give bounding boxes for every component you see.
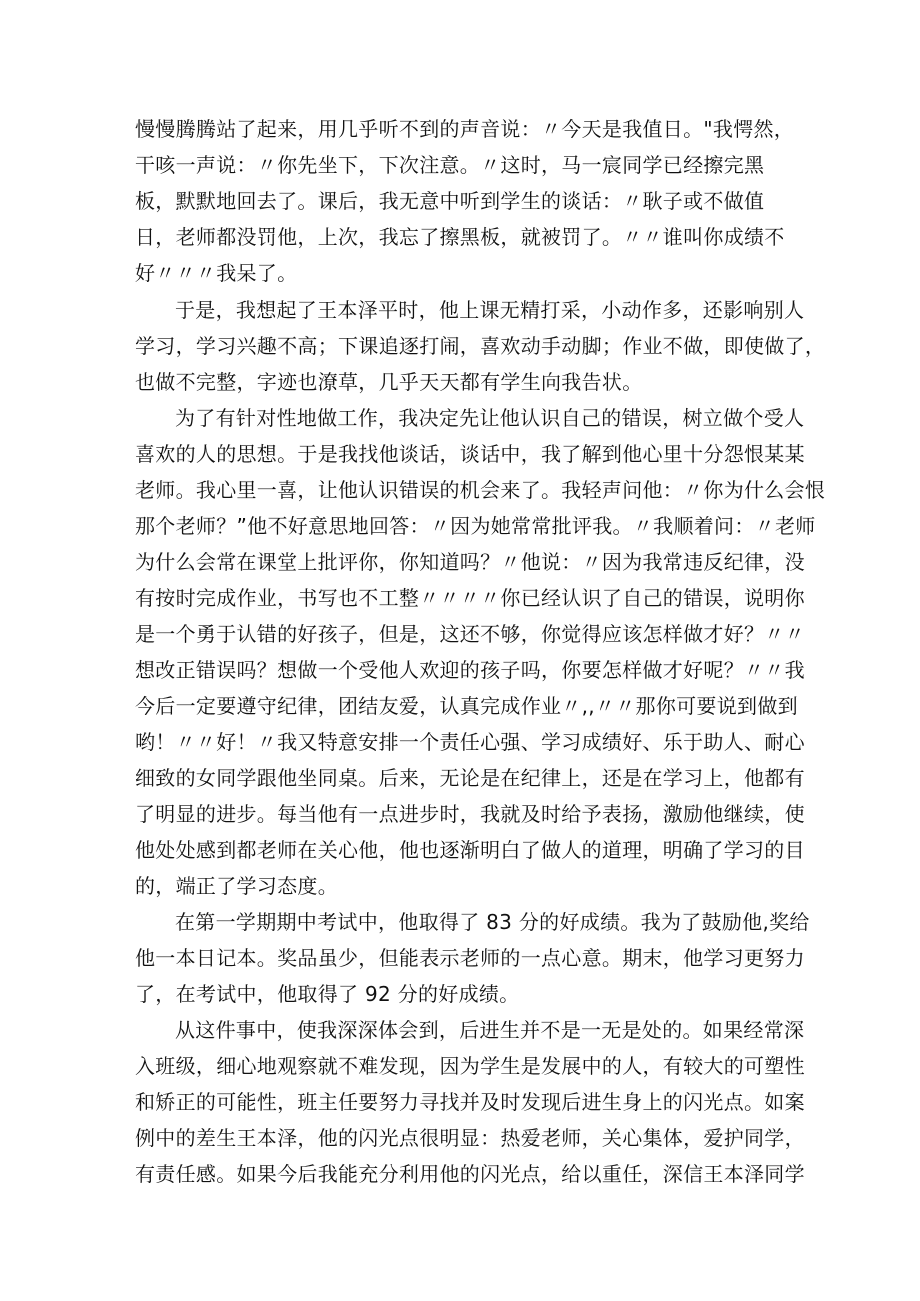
text-line: 了，在考试中，他取得了 92 分的好成绩。 [135, 982, 520, 1006]
text-line: 的，端正了学习态度。 [135, 874, 338, 898]
text-line: 也做不完整，字迹也潦草，几乎天天都有学生向我告状。 [135, 370, 643, 394]
text-line: 老师。我心里一喜，让他认识错误的机会来了。我轻声问他：〃你为什么会恨 [135, 478, 826, 502]
text-line: 板，默默地回去了。课后，我无意中听到学生的谈话：〃耿子或不做值 [135, 189, 765, 213]
paragraph-start-line: 从这件事中，使我深深体会到，后进生并不是一无是处的。如果经常深 [175, 1018, 805, 1042]
text-line: 入班级，细心地观察就不难发现，因为学生是发展中的人，有较大的可塑性 [135, 1054, 805, 1078]
text-line: 慢慢腾腾站了起来，用几乎听不到的声音说：〃今天是我值日。"我愕然， [135, 117, 795, 141]
text-line: 干咳一声说：〃你先坐下，下次注意。〃这时，马一宸同学已经擦完黑 [135, 153, 765, 177]
text-line: 他一本日记本。奖品虽少，但能表示老师的一点心意。期末，他学习更努力 [135, 946, 805, 970]
text-line: 和矫正的可能性，班主任要努力寻找并及时发现后进生身上的闪光点。如案 [135, 1090, 805, 1114]
text-line: 学习，学习兴趣不高；下课追逐打闹，喜欢动手动脚；作业不做，即使做了， [135, 334, 826, 358]
text-line: 他处处感到都老师在关心他，他也逐渐明白了做人的道理，明确了学习的目 [135, 838, 805, 862]
text-line: 了明显的进步。每当他有一点进步时，我就及时给予表扬，激励他继续，使 [135, 802, 805, 826]
text-line: 细致的女同学跟他坐同桌。后来，无论是在纪律上，还是在学习上，他都有 [135, 766, 805, 790]
paragraph-start-line: 在第一学期期中考试中，他取得了 83 分的好成绩。我为了鼓励他,奖给 [175, 910, 810, 934]
text-line: 今后一定要遵守纪律，团结友爱，认真完成作业〃,,〃〃那你可要说到做到 [135, 694, 798, 718]
text-line: 好〃〃〃我呆了。 [135, 261, 298, 285]
text-line: 是一个勇于认错的好孩子，但是，这还不够，你觉得应该怎样做才好？〃〃 [135, 622, 805, 646]
paragraph-start-line: 为了有针对性地做工作，我决定先让他认识自己的错误，树立做个受人 [175, 406, 805, 430]
text-line: 那个老师？”他不好意思地回答：〃因为她常常批评我。〃我顺着问：〃老师 [135, 514, 816, 538]
text-line: 有责任感。如果今后我能充分利用他的闪光点，给以重任，深信王本泽同学 [135, 1162, 805, 1186]
text-line: 有按时完成作业，书写也不工整〃〃〃〃你已经认识了自己的错误，说明你 [135, 586, 805, 610]
text-line: 为什么会常在课堂上批评你，你知道吗？〃他说：〃因为我常违反纪律，没 [135, 550, 805, 574]
text-line: 日，老师都没罚他，上次，我忘了擦黑板，就被罚了。〃〃谁叫你成绩不 [135, 225, 785, 249]
text-line: 哟！〃〃好！〃我又特意安排一个责任心强、学习成绩好、乐于助人、耐心 [135, 730, 805, 754]
paragraph-start-line: 于是，我想起了王本泽平时，他上课无精打采，小动作多，还影响别人 [175, 298, 805, 322]
text-line: 例中的差生王本泽，他的闪光点很明显：热爱老师，关心集体，爱护同学， [135, 1126, 805, 1150]
text-line: 喜欢的人的思想。于是我找他谈话，谈话中，我了解到他心里十分怨恨某某 [135, 442, 805, 466]
text-line: 想改正错误吗？想做一个受他人欢迎的孩子吗，你要怎样做才好呢？〃〃我 [135, 658, 805, 682]
